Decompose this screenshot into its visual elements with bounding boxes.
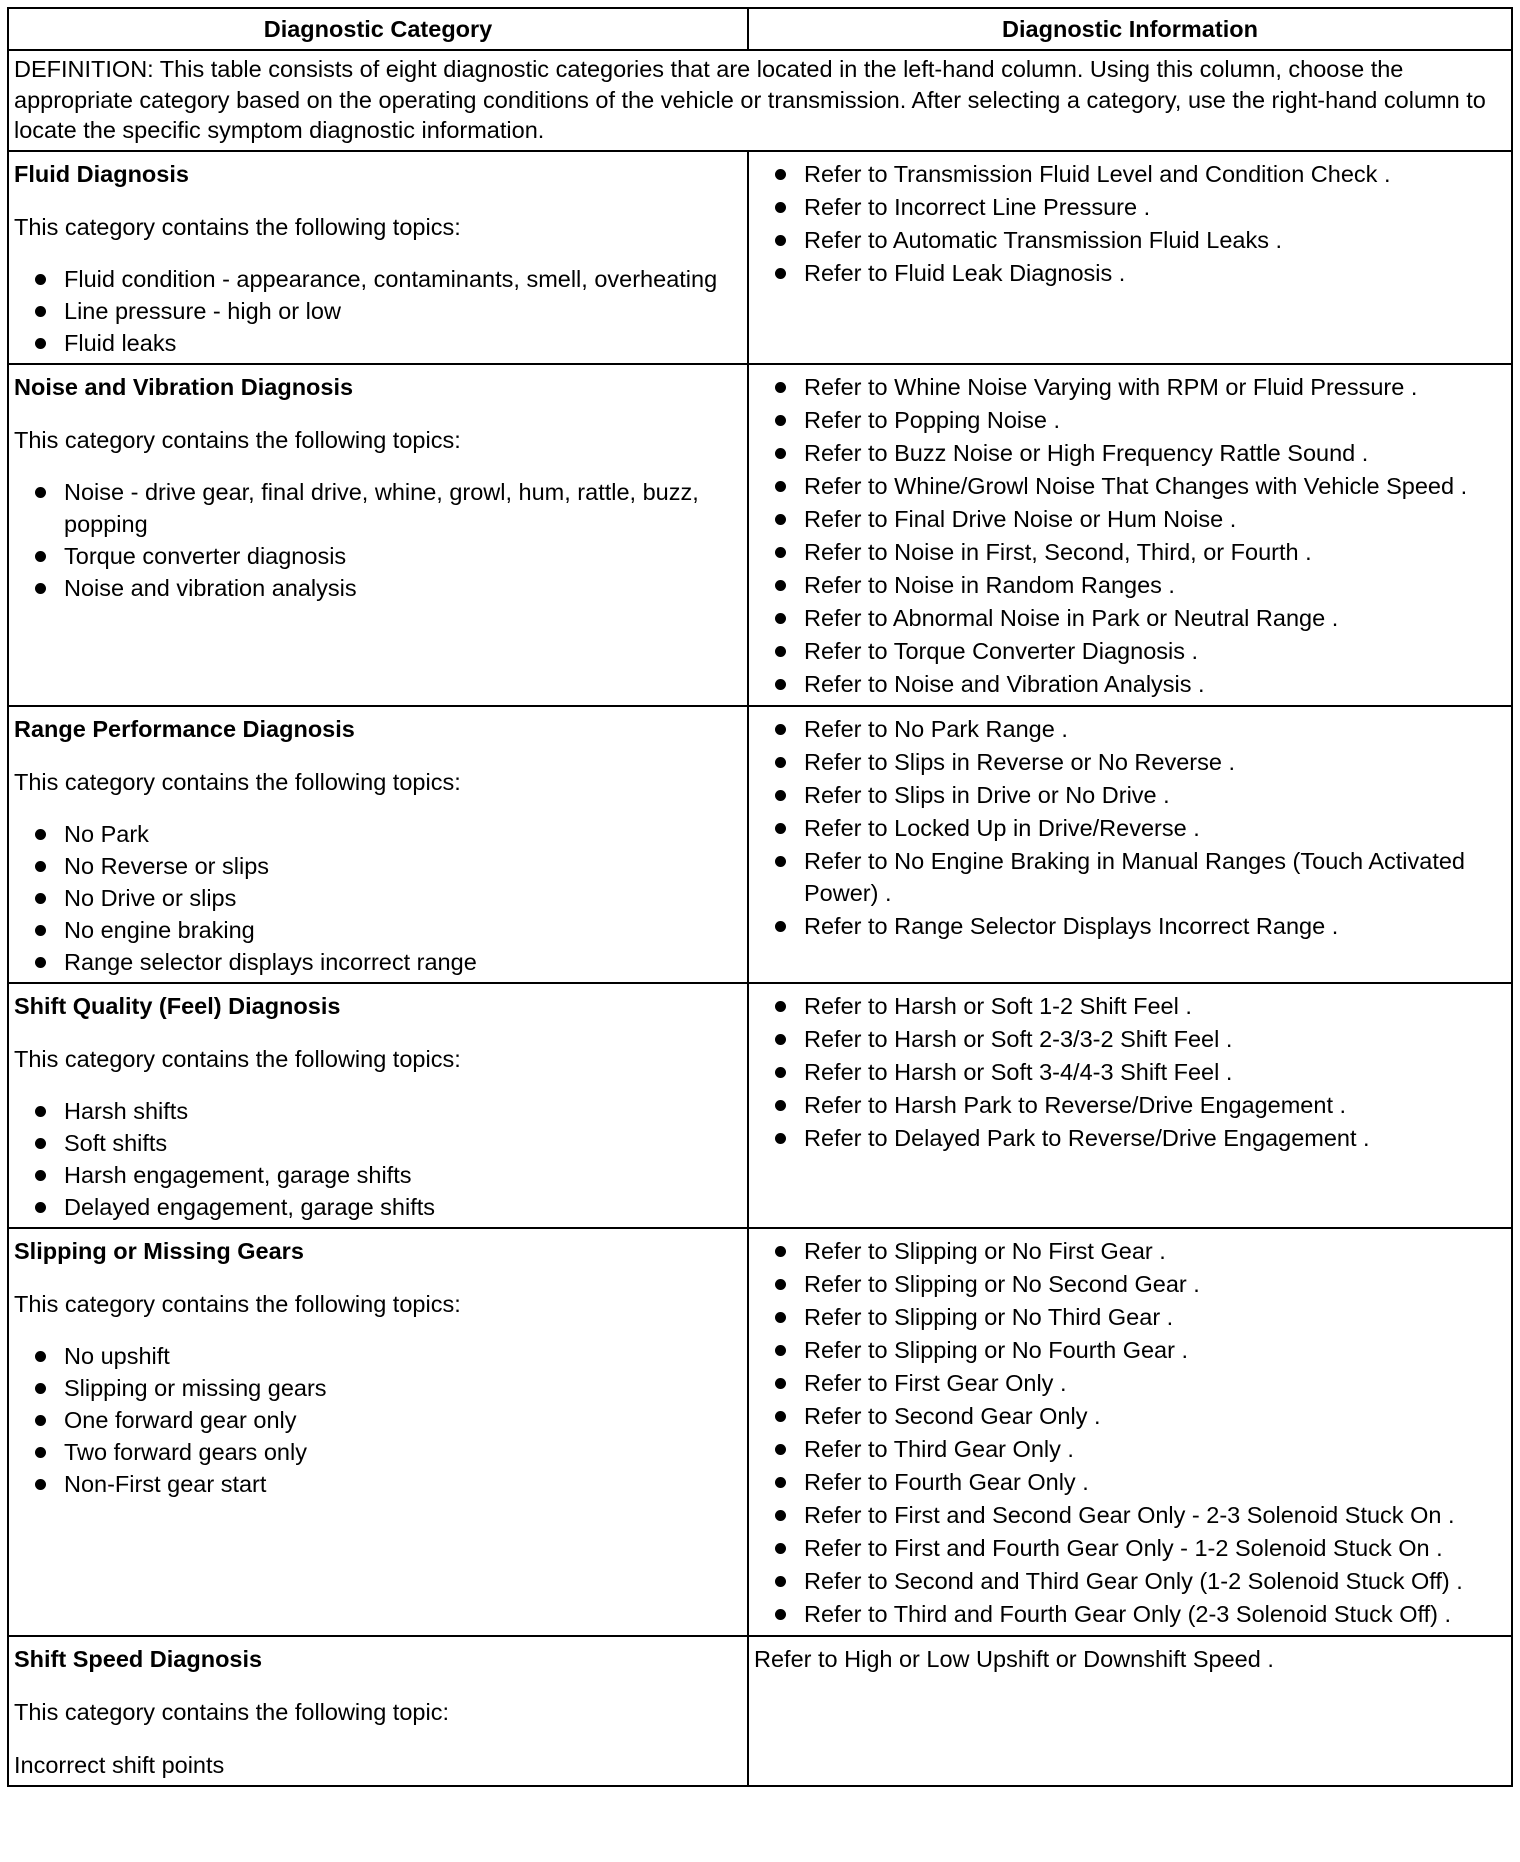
information-cell <box>748 706 1512 983</box>
header-diagnostic-information: Diagnostic Information <box>748 8 1512 50</box>
category-cell <box>8 706 748 983</box>
topic-item: Slipping or missing gears <box>14 1372 742 1404</box>
reference-link[interactable]: Refer to Incorrect Line Pressure . <box>754 191 1506 223</box>
category-cell <box>8 1228 748 1636</box>
table-row <box>8 364 1512 706</box>
reference-link[interactable]: Refer to Delayed Park to Reverse/Drive Engagement . <box>754 1122 1506 1154</box>
reference-link[interactable]: Refer to Slips in Reverse or No Reverse . <box>754 746 1506 778</box>
reference-link[interactable]: Refer to Fluid Leak Diagnosis . <box>754 257 1506 289</box>
reference-link[interactable]: Refer to Transmission Fluid Level and Condition Check . <box>754 158 1506 190</box>
category-cell <box>8 983 748 1228</box>
topic-item: Fluid leaks <box>14 327 742 359</box>
category-cell <box>8 364 748 706</box>
topic-item: Incorrect shift points <box>14 1751 225 1778</box>
category-title: Fluid Diagnosis <box>14 160 189 187</box>
reference-link[interactable]: Refer to Slipping or No Third Gear . <box>754 1301 1506 1333</box>
category-intro: This category contains the following topics: <box>14 213 461 240</box>
reference-link[interactable]: Refer to Slipping or No Fourth Gear . <box>754 1334 1506 1366</box>
information-cell <box>748 151 1512 364</box>
category-intro: This category contains the following topics: <box>14 426 461 453</box>
topic-item: Noise - drive gear, final drive, whine, growl, hum, rattle, buzz, popping <box>14 476 742 540</box>
reference-link[interactable]: Refer to High or Low Upshift or Downshift Speed . <box>754 1645 1274 1672</box>
category-title: Range Performance Diagnosis <box>14 715 355 742</box>
information-cell <box>748 1636 1512 1786</box>
reference-link[interactable]: Refer to No Engine Braking in Manual Ranges (Touch Activated Power) . <box>754 845 1506 909</box>
reference-list <box>754 990 1506 1154</box>
reference-link[interactable]: Refer to Abnormal Noise in Park or Neutral Range . <box>754 602 1506 634</box>
topic-item: Two forward gears only <box>14 1436 742 1468</box>
topic-list <box>14 818 742 978</box>
header-diagnostic-category: Diagnostic Category <box>8 8 748 50</box>
topic-item: Harsh shifts <box>14 1095 742 1127</box>
topic-item: Harsh engagement, garage shifts <box>14 1159 742 1191</box>
table-header-row <box>8 8 1512 50</box>
reference-link[interactable]: Refer to Popping Noise . <box>754 404 1506 436</box>
reference-link[interactable]: Refer to Automatic Transmission Fluid Leaks . <box>754 224 1506 256</box>
table-row <box>8 706 1512 983</box>
reference-link[interactable]: Refer to Range Selector Displays Incorrect Range . <box>754 910 1506 942</box>
table-row <box>8 1228 1512 1636</box>
definition-row <box>8 50 1512 151</box>
table-row <box>8 1636 1512 1786</box>
reference-link[interactable]: Refer to Slips in Drive or No Drive . <box>754 779 1506 811</box>
topic-item: Torque converter diagnosis <box>14 540 742 572</box>
category-intro: This category contains the following topic: <box>14 1698 449 1725</box>
reference-link[interactable]: Refer to Whine Noise Varying with RPM or Fluid Pressure . <box>754 371 1506 403</box>
reference-link[interactable]: Refer to No Park Range . <box>754 713 1506 745</box>
diagnostic-table <box>7 7 1513 1787</box>
reference-link[interactable]: Refer to Third and Fourth Gear Only (2-3 Solenoid Stuck Off) . <box>754 1598 1506 1630</box>
category-title: Slipping or Missing Gears <box>14 1237 304 1264</box>
information-cell <box>748 983 1512 1228</box>
reference-link[interactable]: Refer to Torque Converter Diagnosis . <box>754 635 1506 667</box>
topic-item: Noise and vibration analysis <box>14 572 742 604</box>
topic-item: No Drive or slips <box>14 882 742 914</box>
topic-list <box>14 263 742 359</box>
reference-link[interactable]: Refer to Noise and Vibration Analysis . <box>754 668 1506 700</box>
reference-link[interactable]: Refer to Second Gear Only . <box>754 1400 1506 1432</box>
topic-item: No Reverse or slips <box>14 850 742 882</box>
reference-link[interactable]: Refer to Harsh or Soft 1-2 Shift Feel . <box>754 990 1506 1022</box>
reference-link[interactable]: Refer to Harsh Park to Reverse/Drive Engagement . <box>754 1089 1506 1121</box>
topic-item: Non-First gear start <box>14 1468 742 1500</box>
topic-list <box>14 1340 742 1500</box>
category-intro: This category contains the following topics: <box>14 1290 461 1317</box>
topic-item: Fluid condition - appearance, contaminants, smell, overheating <box>14 263 742 295</box>
category-cell <box>8 1636 748 1786</box>
reference-link[interactable]: Refer to Noise in First, Second, Third, or Fourth . <box>754 536 1506 568</box>
definition-text: DEFINITION: This table consists of eight diagnostic categories that are located in the left-hand column. Using this column, choose the appropriate category based on the operating conditions of the vehicle or transmission. After selecting a category, use the right-hand column to locate the specific symptom diagnostic information. <box>8 50 1512 151</box>
topic-list <box>14 1095 742 1223</box>
category-title: Noise and Vibration Diagnosis <box>14 373 354 400</box>
reference-list <box>754 158 1506 289</box>
category-title: Shift Quality (Feel) Diagnosis <box>14 992 341 1019</box>
topic-item: Line pressure - high or low <box>14 295 742 327</box>
reference-list <box>754 371 1506 700</box>
table-row <box>8 983 1512 1228</box>
reference-link[interactable]: Refer to First Gear Only . <box>754 1367 1506 1399</box>
reference-link[interactable]: Refer to Harsh or Soft 3-4/4-3 Shift Feel . <box>754 1056 1506 1088</box>
topic-item: One forward gear only <box>14 1404 742 1436</box>
reference-link[interactable]: Refer to Whine/Growl Noise That Changes with Vehicle Speed . <box>754 470 1506 502</box>
category-intro: This category contains the following topics: <box>14 1045 461 1072</box>
topic-item: No engine braking <box>14 914 742 946</box>
reference-link[interactable]: Refer to Fourth Gear Only . <box>754 1466 1506 1498</box>
information-cell <box>748 364 1512 706</box>
topic-item: Range selector displays incorrect range <box>14 946 742 978</box>
reference-link[interactable]: Refer to Harsh or Soft 2-3/3-2 Shift Feel . <box>754 1023 1506 1055</box>
reference-list <box>754 713 1506 942</box>
table-row <box>8 151 1512 364</box>
reference-link[interactable]: Refer to Locked Up in Drive/Reverse . <box>754 812 1506 844</box>
topic-item: No upshift <box>14 1340 742 1372</box>
reference-link[interactable]: Refer to Third Gear Only . <box>754 1433 1506 1465</box>
category-intro: This category contains the following topics: <box>14 768 461 795</box>
reference-link[interactable]: Refer to Slipping or No First Gear . <box>754 1235 1506 1267</box>
reference-link[interactable]: Refer to Buzz Noise or High Frequency Rattle Sound . <box>754 437 1506 469</box>
reference-link[interactable]: Refer to First and Second Gear Only - 2-3 Solenoid Stuck On . <box>754 1499 1506 1531</box>
topic-item: No Park <box>14 818 742 850</box>
category-title: Shift Speed Diagnosis <box>14 1645 263 1672</box>
topic-list <box>14 476 742 604</box>
topic-item: Delayed engagement, garage shifts <box>14 1191 742 1223</box>
reference-link[interactable]: Refer to Final Drive Noise or Hum Noise . <box>754 503 1506 535</box>
reference-list <box>754 1235 1506 1630</box>
information-cell <box>748 1228 1512 1636</box>
reference-link[interactable]: Refer to Noise in Random Ranges . <box>754 569 1506 601</box>
topic-item: Soft shifts <box>14 1127 742 1159</box>
document-page <box>7 7 1511 1787</box>
category-cell <box>8 151 748 364</box>
reference-link[interactable]: Refer to Second and Third Gear Only (1-2 Solenoid Stuck Off) . <box>754 1565 1506 1597</box>
reference-link[interactable]: Refer to Slipping or No Second Gear . <box>754 1268 1506 1300</box>
reference-link[interactable]: Refer to First and Fourth Gear Only - 1-2 Solenoid Stuck On . <box>754 1532 1506 1564</box>
